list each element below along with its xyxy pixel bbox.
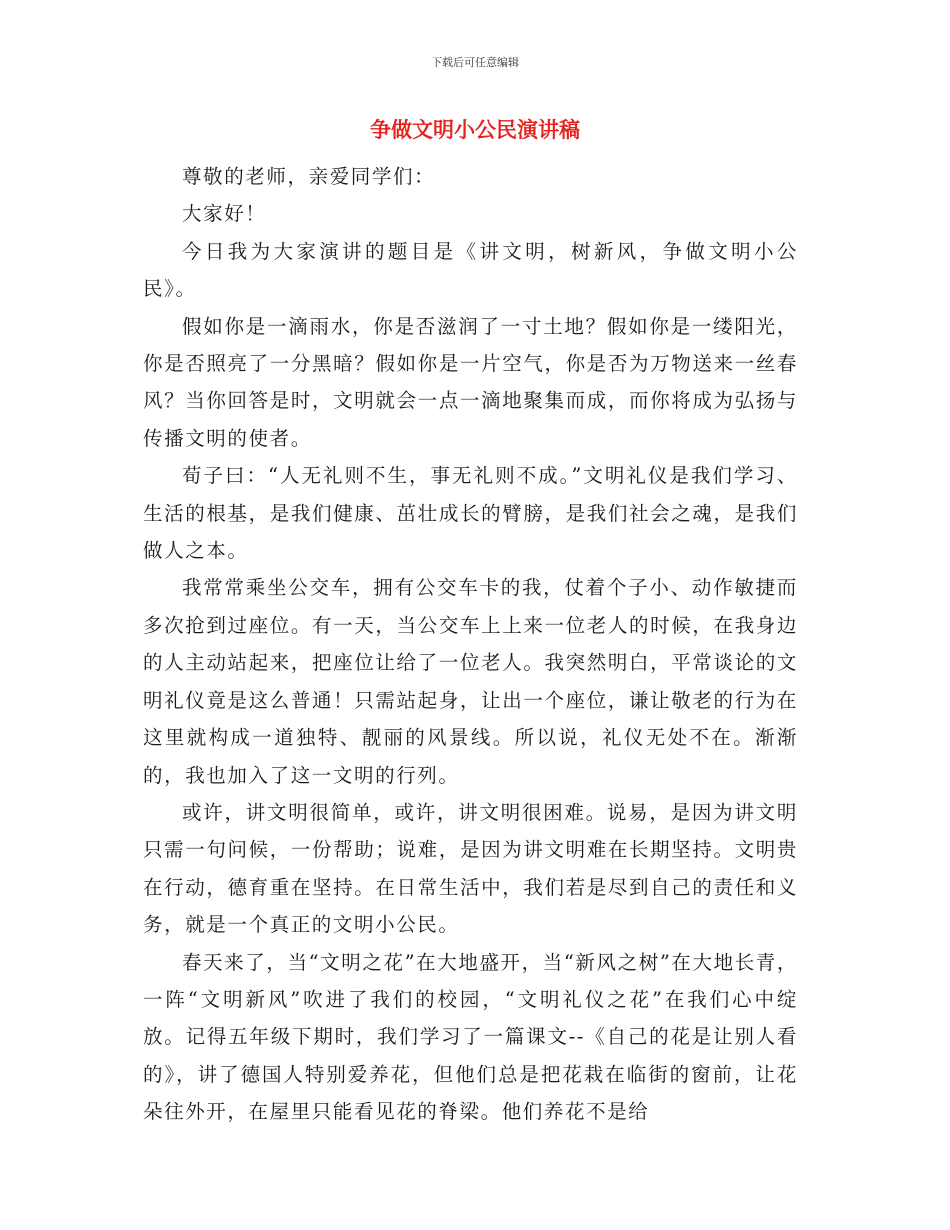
paragraph-raindrop: 假如你是一滴雨水，你是否滋润了一寸土地？假如你是一缕阳光，你是否照亮了一分黑暗？假如你是一片空气，你是否为万物送来一丝春风？当你回答是时，文明就会一点一滴地聚集而成，而你将成为弘扬与传播文明的使者。 <box>143 314 798 450</box>
paragraph-salutation: 尊敬的老师，亲爱同学们： <box>182 165 436 188</box>
paragraph-xunzi: 荀子曰：“人无礼则不生，事无礼则不成。”文明礼仪是我们学习、生活的根基，是我们健康、茁壮成长的臂膀，是我们社会之魂，是我们做人之本。 <box>143 464 798 563</box>
paragraph-topic: 今日我为大家演讲的题目是《讲文明，树新风，争做文明小公民》。 <box>143 239 798 301</box>
paragraph-bus: 我常常乘坐公交车，拥有公交车卡的我，仗着个子小、动作敏捷而多次抢到过座位。有一天，当公交车上上来一位老人的时候，在我身边的人主动站起来，把座位让给了一位老人。我突然明白，平常谈论的文明礼仪竟是这么普通！只需站起身，让出一个座位，谦让敬老的行为在这里就构成一道独特、靓丽的风景线。所以说，礼仪无处不在。渐渐的，我也加入了这一文明的行列。 <box>143 576 798 787</box>
paragraph-greeting: 大家好！ <box>182 202 267 226</box>
document-title: 争做文明小公民演讲稿 <box>370 118 580 142</box>
header-note: 下载后可任意编辑 <box>431 56 519 69</box>
document-body <box>143 158 798 1131</box>
paragraph-spring: 春天来了，当“文明之花”在大地盛开，当“新风之树”在大地长青，一阵“文明新风”吹进了我们的校园，“文明礼仪之花”在我们心中绽放。记得五年级下期时，我们学习了一篇课文--《自己的花是让别人看的》，讲了德国人特别爱养花，但他们总是把花栽在临街的窗前，让花朵往外开，在屋里只能看见花的脊梁。他们养花不是给 <box>143 950 798 1124</box>
paragraph-persistence: 或许，讲文明很简单，或许，讲文明很困难。说易，是因为讲文明只需一句问候，一份帮助；说难，是因为讲文明难在长期坚持。文明贵在行动，德育重在坚持。在日常生活中，我们若是尽到自己的责任和义务，就是一个真正的文明小公民。 <box>143 800 798 937</box>
